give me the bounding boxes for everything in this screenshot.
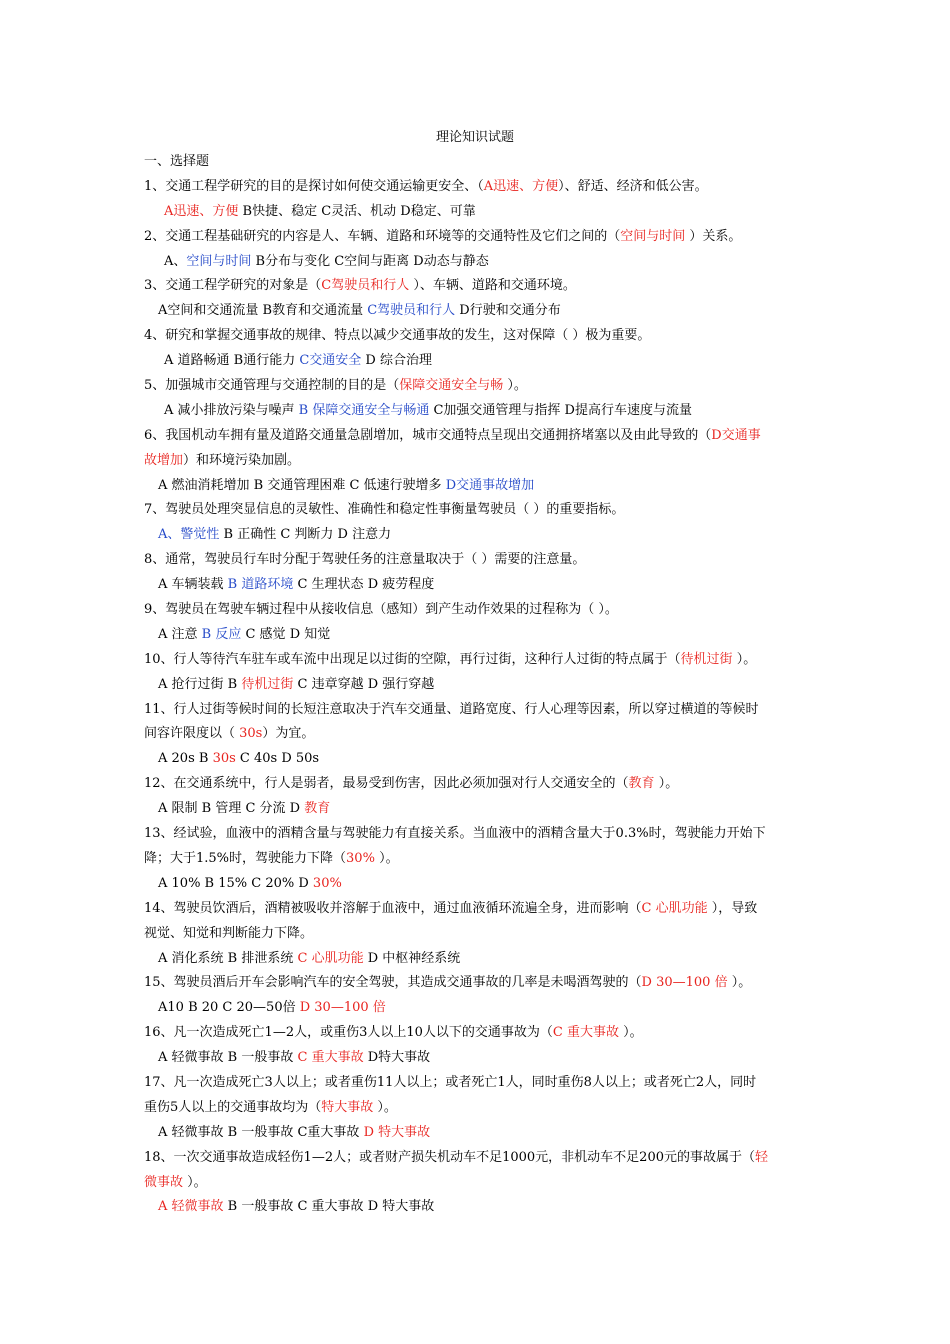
answer-text: B 道路环境	[227, 577, 294, 593]
question-line	[144, 772, 810, 797]
text-segment: 16、凡一次造成死亡1—2人，或重伤3人以上10人以下的交通事故为（	[144, 1025, 553, 1041]
options-line	[144, 1121, 810, 1146]
text-segment: ）。	[373, 1099, 397, 1115]
text-segment: B 一般事故 C 重大事故 D 特大事故	[223, 1199, 435, 1215]
text-segment: C加强交通管理与指挥 D提高行车速度与流量	[429, 402, 692, 418]
question-line	[144, 971, 810, 996]
text-segment: D 中枢神经系统	[363, 950, 461, 966]
text-segment: ）。	[503, 378, 527, 394]
question-line	[144, 922, 810, 947]
text-segment: 重伤5人以上的交通事故均为（	[144, 1099, 322, 1115]
text-segment: ）、舒适、经济和低公害。	[558, 178, 708, 194]
text-segment: 2、交通工程基础研究的内容是人、车辆、道路和环境等的交通特性及它们之间的（	[144, 228, 621, 244]
text-segment: 13、经试验，血液中的酒精含量与驾驶能力有直接关系。当血液中的酒精含量大于0.3%时，驾驶能力开始下	[144, 826, 766, 842]
question-list	[144, 150, 810, 1220]
text-segment: B 正确性 C 判断力 D 注意力	[219, 527, 392, 543]
text-segment: 8、通常，驾驶员行车时分配于驾驶任务的注意量取决于（ ）需要的注意量。	[144, 552, 586, 568]
text-segment: A 消化系统 B 排泄系统	[158, 950, 298, 966]
text-segment: D 综合治理	[361, 353, 432, 369]
text-segment: B快捷、稳定 C灵活、机动 D稳定、可靠	[238, 203, 476, 219]
question-line	[144, 897, 810, 922]
text-segment: ）。	[727, 975, 752, 991]
text-segment: A10 B 20 C 20—50倍	[158, 1000, 300, 1016]
text-segment: 5、加强城市交通管理与交通控制的目的是（	[144, 378, 400, 394]
options-line	[144, 747, 810, 772]
answer-text: 教育	[304, 801, 331, 817]
question-line	[144, 548, 810, 573]
text-segment: 一、选择题	[144, 154, 210, 169]
options-line	[144, 200, 810, 225]
text-segment: ）。	[374, 850, 399, 866]
options-line	[144, 349, 810, 374]
answer-text: 30s	[239, 726, 263, 742]
text-segment: ）。	[619, 1025, 643, 1041]
question-line	[144, 1071, 810, 1096]
answer-text: 待机过街	[680, 651, 733, 667]
options-line	[144, 573, 810, 598]
text-segment: 14、驾驶员饮酒后，酒精被吸收并溶解于血液中，通过血液循环流遍全身，进而影响（	[144, 900, 642, 916]
text-segment: ）关系。	[685, 228, 742, 244]
answer-text: C 重大事故	[297, 1050, 364, 1066]
answer-text: B 反应	[201, 626, 242, 642]
options-line	[144, 474, 810, 499]
answer-text: C 重大事故	[552, 1025, 619, 1041]
answer-text: 空间与时间	[186, 253, 252, 269]
answer-text: A迅速、方便	[483, 178, 559, 194]
options-line	[144, 399, 810, 424]
answer-text: D 30—100 倍	[299, 1000, 386, 1016]
text-segment: 18、一次交通事故造成轻伤1—2人；或者财产损失机动车不足1000元，非机动车不足200元的事故属于（	[144, 1149, 755, 1165]
answer-text: C交通安全	[299, 353, 362, 369]
answer-text: 30s	[212, 751, 236, 767]
text-segment: C 违章穿越 D 强行穿越	[293, 676, 435, 692]
answer-text: D交通事故增加	[445, 477, 535, 493]
text-segment: A 减小排放污染与噪声	[164, 402, 299, 418]
text-segment: A 车辆装载	[158, 577, 228, 593]
text-segment: 12、在交通系统中，行人是弱者，最易受到伤害，因此必须加强对行人交通安全的（	[144, 776, 629, 792]
text-segment: ）为宜。	[262, 726, 315, 742]
answer-text: 特大事故	[321, 1099, 374, 1115]
text-segment: ），导致	[707, 900, 758, 916]
question-line	[144, 274, 810, 299]
text-segment: B分布与变化 C空间与距离 D动态与静态	[251, 253, 489, 269]
answer-text: 待机过街	[241, 676, 294, 692]
answer-text: 教育	[628, 776, 655, 792]
answer-text: D交通事	[711, 427, 761, 443]
answer-text: 空间与时间	[620, 228, 686, 244]
options-line	[144, 623, 810, 648]
answer-text: 轻	[754, 1149, 768, 1165]
text-segment: ）。	[183, 1174, 207, 1190]
text-segment: A 抢行过街 B	[158, 676, 242, 692]
text-segment: ）、车辆、道路和交通环境。	[409, 278, 576, 294]
text-segment: A 燃油消耗增加 B 交通管理困难 C 低速行驶增多	[158, 477, 446, 493]
text-segment: 9、驾驶员在驾驶车辆过程中从接收信息（感知）到产生动作效果的过程称为（ ）。	[144, 602, 618, 618]
options-line	[144, 523, 810, 548]
question-line	[144, 648, 810, 673]
answer-text: D 30—100 倍	[641, 975, 728, 991]
text-segment: 6、我国机动车拥有量及道路交通量急剧增加，城市交通特点呈现出交通拥挤堵塞以及由此导致的（	[144, 427, 712, 443]
text-segment: A 道路畅通 B通行能力	[164, 353, 300, 369]
text-segment: 10、行人等待汽车驻车或车流中出现足以过街的空隙，再行过街，这种行人过街的特点属于（	[144, 651, 681, 667]
text-segment: A 轻微事故 B 一般事故	[158, 1050, 298, 1066]
answer-text: 30%	[346, 850, 375, 866]
answer-text: C驾驶员和行人	[321, 278, 410, 294]
question-line	[144, 150, 810, 175]
question-line	[144, 1146, 810, 1171]
text-segment: 间容许限度以（	[144, 726, 240, 742]
text-segment: 7、驾驶员处理突显信息的灵敏性、准确性和稳定性事衡量驾驶员（ ）的重要指标。	[144, 502, 625, 518]
answer-text: 保障交通安全与畅	[399, 378, 504, 394]
question-line	[144, 1171, 810, 1196]
question-line	[144, 847, 810, 872]
options-line	[144, 872, 810, 897]
text-segment: 15、驾驶员酒后开车会影响汽车的安全驾驶，其造成交通事故的几率是未喝酒驾驶的（	[144, 975, 642, 991]
answer-text: D 特大事故	[363, 1124, 431, 1140]
text-segment: A、	[164, 253, 187, 269]
question-line	[144, 698, 810, 723]
options-line	[144, 299, 810, 324]
text-segment: A 限制 B 管理 C 分流 D	[158, 801, 305, 817]
text-segment: A空间和交通流量 B教育和交通流量	[158, 303, 368, 319]
question-line	[144, 324, 810, 349]
text-segment: D行驶和交通分布	[455, 303, 561, 319]
text-segment: C 40s D 50s	[235, 751, 320, 767]
text-segment: 1、交通工程学研究的目的是探讨如何使交通运输更安全、（	[144, 178, 484, 194]
answer-text: C驾驶员和行人	[367, 303, 456, 319]
text-segment: 3、交通工程学研究的对象是（	[144, 278, 322, 294]
answer-text: B 保障交通安全与畅通	[298, 402, 430, 418]
text-segment: A 10% B 15% C 20% D	[158, 875, 313, 891]
question-line	[144, 225, 810, 250]
options-line	[144, 1046, 810, 1071]
text-segment: 降；大于1.5%时，驾驶能力下降（	[144, 850, 347, 866]
options-line	[144, 673, 810, 698]
text-segment: C 生理状态 D 疲劳程度	[293, 577, 435, 593]
text-segment: ）。	[732, 651, 757, 667]
text-segment: D特大事故	[363, 1050, 431, 1066]
answer-text: C 心肌功能	[641, 900, 708, 916]
text-segment: A 20s B	[158, 751, 213, 767]
text-segment: 视觉、知觉和判断能力下降。	[144, 925, 314, 941]
text-segment: A 注意	[158, 626, 202, 642]
text-segment: ）。	[654, 776, 679, 792]
text-segment: 4、研究和掌握交通事故的规律、特点以减少交通事故的发生，这对保障（ ）极为重要。	[144, 328, 651, 344]
question-line	[144, 449, 810, 474]
options-line	[144, 947, 810, 972]
text-segment: 17、凡一次造成死亡3人以上；或者重伤11人以上；或者死亡1人，同时重伤8人以上；或者死亡2人，同时	[144, 1074, 757, 1090]
answer-text: A迅速、方便	[164, 203, 239, 219]
question-line	[144, 374, 810, 399]
question-line	[144, 722, 810, 747]
options-line	[144, 250, 810, 275]
text-segment: ）和环境污染加剧。	[183, 452, 301, 468]
page-title: 理论知识试题	[435, 130, 514, 145]
text-segment: A 轻微事故 B 一般事故 C重大事故	[158, 1124, 364, 1140]
question-line	[144, 822, 810, 847]
answer-text: 故增加	[144, 452, 184, 468]
answer-text: A、警觉性	[158, 527, 220, 543]
options-line	[144, 1195, 810, 1220]
answer-text: C 心肌功能	[297, 950, 364, 966]
question-line	[144, 498, 810, 523]
text-segment: 11、行人过街等候时间的长短注意取决于汽车交通量、道路宽度、行人心理等因素，所以穿过横道的等候时	[144, 701, 759, 717]
question-line	[144, 424, 810, 449]
answer-text: 30%	[312, 875, 342, 891]
text-segment: C 感觉 D 知觉	[241, 626, 331, 642]
options-line	[144, 797, 810, 822]
answer-text: 微事故	[144, 1174, 184, 1190]
question-line	[144, 598, 810, 623]
question-line	[144, 175, 810, 200]
question-line	[144, 1021, 810, 1046]
options-line	[144, 996, 810, 1021]
answer-text: A 轻微事故	[158, 1199, 224, 1215]
question-line	[144, 1096, 810, 1121]
